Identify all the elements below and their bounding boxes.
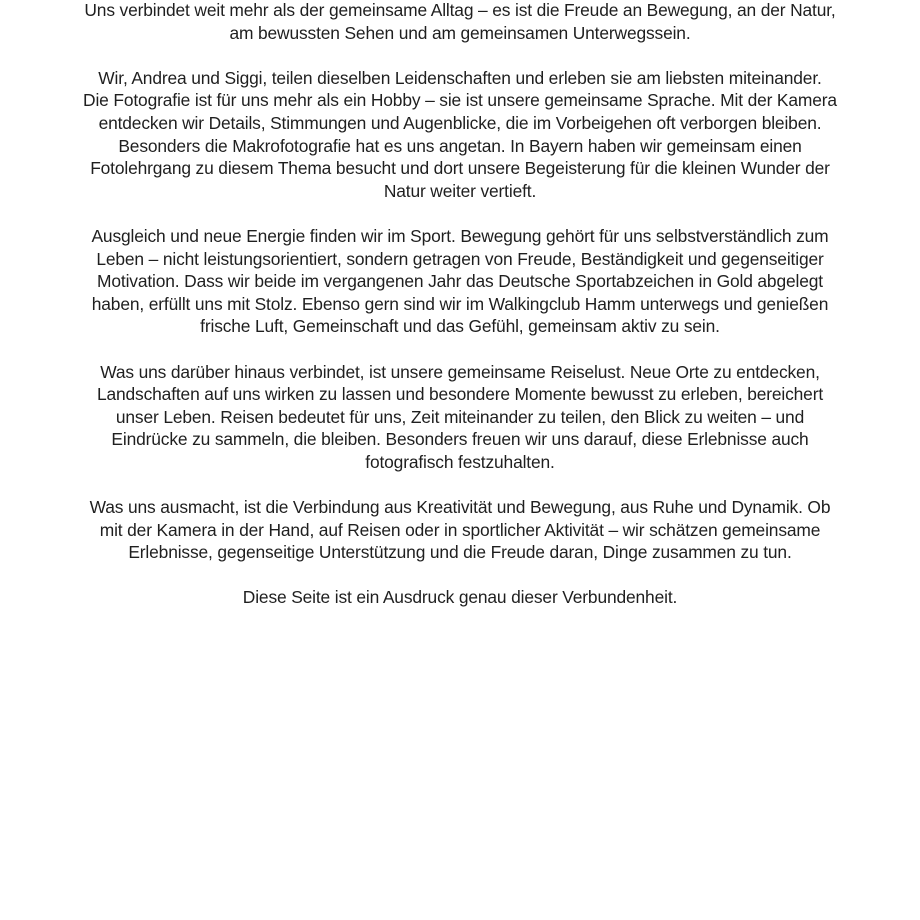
text-line: Uns verbindet weit mehr als der gemeinsame Alltag – es ist die Freude an Bewegung, an der Natur, — [84, 0, 836, 20]
text-line: Was uns ausmacht, ist die Verbindung aus Kreativität und Bewegung, aus Ruhe und Dynamik. Ob — [89, 497, 831, 518]
paragraph-summary — [0, 496, 920, 564]
text-line: Die Fotografie ist für uns mehr als ein Hobby – sie ist unsere gemeinsame Sprache. Mit der Kamera — [83, 90, 837, 111]
text-line: Fotolehrgang zu diesem Thema besucht und dort unsere Begeisterung für die kleinen Wunder der — [90, 158, 830, 179]
text-line: fotografisch festzuhalten. — [365, 451, 555, 472]
text-line: Landschaften auf uns wirken zu lassen und besondere Momente bewusst zu erleben, bereichert — [96, 384, 824, 405]
text-line: mit der Kamera in der Hand, auf Reisen oder in sportlicher Aktivität – wir schätzen gemeinsame — [99, 519, 821, 540]
paragraph-intro — [0, 0, 920, 44]
paragraph-closing — [0, 586, 920, 609]
text-line: Natur weiter vertieft. — [383, 180, 537, 201]
paragraph-photography — [0, 67, 920, 203]
paragraph-sport — [0, 225, 920, 338]
paragraph-travel — [0, 361, 920, 474]
text-line: Wir, Andrea und Siggi, teilen dieselben Leidenschaften und erleben sie am liebsten miteinander. — [98, 67, 822, 88]
text-line: Motivation. Dass wir beide im vergangenen Jahr das Deutsche Sportabzeichen in Gold abgelegt — [97, 271, 823, 292]
text-line: Besonders die Makrofotografie hat es uns angetan. In Bayern haben wir gemeinsam einen — [118, 135, 802, 156]
text-line: Erlebnisse, gegenseitige Unterstützung und die Freude daran, Dinge zusammen zu tun. — [128, 542, 792, 563]
text-line: frische Luft, Gemeinschaft und das Gefühl, gemeinsam aktiv zu sein. — [200, 316, 720, 337]
text-line: unser Leben. Reisen bedeutet für uns, Zeit miteinander zu teilen, den Blick zu weiten – und — [115, 406, 805, 427]
text-line: Ausgleich und neue Energie finden wir im Sport. Bewegung gehört für uns selbstverständlich zum — [91, 225, 829, 246]
text-line: am bewussten Sehen und am gemeinsamen Unterwegssein. — [229, 22, 691, 43]
text-line: entdecken wir Details, Stimmungen und Augenblicke, die im Vorbeigehen oft verborgen bleiben. — [98, 112, 822, 133]
text-line: Eindrücke zu sammeln, die bleiben. Besonders freuen wir uns darauf, diese Erlebnisse auch — [111, 429, 809, 450]
text-line: Was uns darüber hinaus verbindet, ist unsere gemeinsame Reiselust. Neue Orte zu entdecken, — [100, 361, 820, 382]
text-line: Leben – nicht leistungsorientiert, sondern getragen von Freude, Beständigkeit und gegenseitiger — [96, 248, 824, 269]
text-line: haben, erfüllt uns mit Stolz. Ebenso gern sind wir im Walkingclub Hamm unterwegs und genießen — [91, 293, 829, 314]
text-line: Diese Seite ist ein Ausdruck genau dieser Verbundenheit. — [242, 587, 678, 608]
